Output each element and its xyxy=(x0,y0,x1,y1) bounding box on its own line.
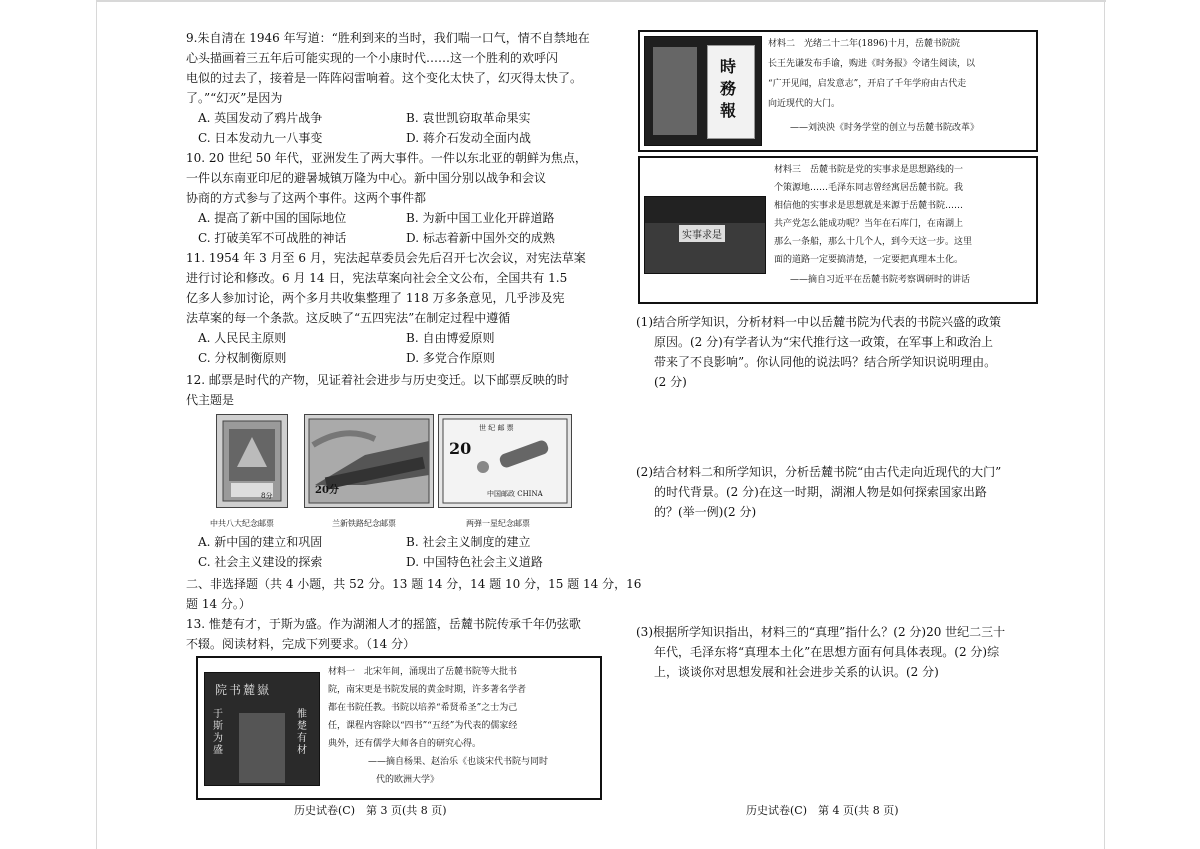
q11-option-b: B. 自由博爱原则 xyxy=(406,331,495,345)
q13-3-line: 上，谈谈你对思想发展和社会进步关系的认识。(2 分) xyxy=(654,665,939,679)
q10-option-d: D. 标志着新中国外交的成熟 xyxy=(406,231,555,245)
q13-1-line: 带来了不良影响”。你认同他的说法吗？结合所学知识说明理由。 xyxy=(654,355,997,369)
q13-2-line: 的？(举一例)(2 分) xyxy=(654,505,757,519)
shishiqiushi-plaque-photo xyxy=(644,196,766,274)
material-1-source: ——摘自杨果、赵治乐《也谈宋代书院与同时 xyxy=(368,757,549,767)
q13-2-line: 的时代背景。(2 分)在这一时期，湖湘人物是如何探索国家出路 xyxy=(654,485,987,499)
gate-doorway xyxy=(239,713,285,783)
material-1-box xyxy=(196,656,602,800)
q10-line: 一件以东南亚印尼的避暑城镇万隆为中心。新中国分别以战争和会议 xyxy=(186,171,547,185)
page-3-footer: 历史试卷(C) 第 3 页(共 8 页) xyxy=(294,804,447,817)
stamp-1-value: 8分 xyxy=(261,492,273,500)
q11-line: 亿多人参加讨论，两个多月共收集整理了 118 万多条意见，几乎涉及宪 xyxy=(186,291,565,305)
material-2-line: “广开见闻，启发意志”，开启了千年学府由古代走 xyxy=(768,79,967,89)
material-1-line: 典外，还有儒学大师各自的研究心得。 xyxy=(328,739,482,749)
material-3-line: 个策源地……毛泽东同志曾经寓居岳麓书院。我 xyxy=(774,183,964,193)
material-2-line: 向近现代的大门。 xyxy=(768,99,841,109)
q13-3-line: (3)根据所学知识指出，材料三的“真理”指什么？(2 分)20 世纪二三十 xyxy=(636,625,1006,639)
q11-line: 11. 1954 年 3 月至 6 月，宪法起草委员会先后召开七次会议，对宪法草案 xyxy=(186,251,586,265)
material-3-source: ——摘自习近平在岳麓书院考察调研时的讲话 xyxy=(790,275,971,285)
q12-line: 代主题是 xyxy=(186,393,235,407)
material-1-line: 材料一 北宋年间，涌现出了岳麓书院等大批书 xyxy=(328,667,518,677)
q12-line: 12. 邮票是时代的产物，见证着社会进步与历史变迁。以下邮票反映的时 xyxy=(186,373,569,387)
roof-eave xyxy=(645,197,765,223)
q10-option-a: A. 提高了新中国的国际地位 xyxy=(198,211,347,225)
stamp-2-value: 20分 xyxy=(315,485,339,496)
q9-line: 了。”“幻灭”是因为 xyxy=(186,91,283,105)
scan-right-edge xyxy=(1104,0,1105,849)
scan-left-edge xyxy=(96,0,97,849)
q10-line: 协商的方式参与了这两个事件。这两个事件都 xyxy=(186,191,427,205)
q9-option-d: D. 蒋介石发动全面内战 xyxy=(406,131,531,145)
material-1-source: 代的欧洲大学》 xyxy=(376,775,440,785)
q9-option-c: C. 日本发动九一八事变 xyxy=(198,131,323,145)
newspaper-title: 時務報 xyxy=(720,57,737,120)
q9-line: 9.朱自清在 1946 年写道：“胜利到来的当时，我们喘一口气，情不自禁地在 xyxy=(186,31,590,45)
q12-option-d: D. 中国特色社会主义道路 xyxy=(406,555,543,569)
stamp-3-value: 20 xyxy=(449,439,472,458)
material-1-line: 院，南宋更是书院发展的黄金时期，许多著名学者 xyxy=(328,685,527,695)
shiwubao-newspaper-photo xyxy=(644,36,762,146)
q12-option-a: A. 新中国的建立和巩固 xyxy=(198,535,323,549)
material-3-line: 相信他的实事求是思想就是来源于岳麓书院…… xyxy=(774,201,964,211)
stamp-3-country: 中国邮政 CHINA xyxy=(487,490,543,498)
q11-line: 进行讨论和修改。6 月 14 日，宪法草案向社会全文公布，全国共有 1.5 xyxy=(186,271,568,285)
material-2-source: ——刘泱泱《时务学堂的创立与岳麓书院改革》 xyxy=(790,123,980,133)
scan-top-edge xyxy=(96,0,1106,2)
material-1-line: 都在书院任教。书院以培养“希贤希圣”之士为己 xyxy=(328,703,518,713)
q13-1-line: (1)结合所学知识，分析材料一中以岳麓书院为代表的书院兴盛的政策 xyxy=(636,315,1002,329)
q11-option-d: D. 多党合作原则 xyxy=(406,351,495,365)
stamp-3-header: 世 纪 邮 票 xyxy=(479,424,514,432)
material-3-line: 面的道路一定要搞清楚，一定要把真理本土化。 xyxy=(774,255,964,265)
yuelu-academy-gate-photo xyxy=(204,672,320,786)
q13-line: 13. 惟楚有才，于斯为盛。作为湖湘人才的摇篮，岳麓书院传承千年仍弦歌 xyxy=(186,617,581,631)
material-2-line: 材料二 光绪二十二年(1896)十月，岳麓书院院 xyxy=(768,39,960,49)
q13-1-line: 原因。(2 分)有学者认为“宋代推行这一政策，在军事上和政治上 xyxy=(654,335,993,349)
q9-line: 心头描画着三五年后可能实现的一个小康时代……这一个胜利的欢呼闪 xyxy=(186,51,559,65)
q9-option-b: B. 袁世凯窃取革命果实 xyxy=(406,111,531,125)
q11-option-c: C. 分权制衡原则 xyxy=(198,351,287,365)
q13-line: 不辍。阅读材料，完成下列要求。（14 分） xyxy=(186,637,416,651)
section-2-heading: 二、非选择题（共 4 小题，共 52 分。13 题 14 分，14 题 10 分，15 题 14 分，16 xyxy=(186,577,642,591)
material-3-line: 那么一条船，那么十几个人，到今天这一步。这里 xyxy=(774,237,973,247)
stamp-caption-1: 中共八大纪念邮票 xyxy=(210,519,274,528)
q13-1-line: (2 分) xyxy=(654,375,687,389)
material-3-line: 材料三 岳麓书院是党的实事求是思想路线的一 xyxy=(774,165,964,175)
stamp-lanxin-railway xyxy=(304,414,434,508)
couplet-right: 惟楚有材 xyxy=(297,709,307,756)
q13-2-line: (2)结合材料二和所学知识，分析岳麓书院“由古代走向近现代的大门” xyxy=(636,465,1002,479)
stamp-cpc-8th-congress-icon xyxy=(217,415,287,507)
q10-line: 10. 20 世纪 50 年代，亚洲发生了两大事件。一件以东北亚的朝鲜为焦点， xyxy=(186,151,587,165)
newspaper-cover xyxy=(707,45,755,139)
q9-option-a: A. 英国发动了鸦片战争 xyxy=(198,111,323,125)
plaque-name: 院书麓嶽 xyxy=(215,683,272,697)
q11-option-a: A. 人民民主原则 xyxy=(198,331,287,345)
q10-option-c: C. 打破美军不可战胜的神话 xyxy=(198,231,347,245)
stamp-cpc-8th-congress xyxy=(216,414,288,508)
page-4-footer: 历史试卷(C) 第 4 页(共 8 页) xyxy=(746,804,899,817)
plaque-text: 实事求是 xyxy=(679,225,725,242)
q12-option-b: B. 社会主义制度的建立 xyxy=(406,535,531,549)
q13-3-line: 年代，毛泽东将“真理本土化”在思想方面有何具体表现。(2 分)综 xyxy=(654,645,1000,659)
material-3-box xyxy=(638,156,1038,304)
q11-line: 法草案的每一个条款。这反映了“五四宪法”在制定过程中遵循 xyxy=(186,311,511,325)
stamp-two-bombs-one-satellite xyxy=(438,414,572,508)
material-2-line: 长王先谦发布手谕，购进《时务报》令诸生阅读，以 xyxy=(768,59,976,69)
material-3-line: 共产党怎么能成功呢？当年在石库门，在南湖上 xyxy=(774,219,964,229)
q9-line: 电似的过去了，接着是一阵阵闷雷响着。这个变化太快了，幻灭得太快了。 xyxy=(186,71,583,85)
material-1-line: 任，课程内容除以“四书”“五经”为代表的儒家经 xyxy=(328,721,518,731)
q10-option-b: B. 为新中国工业化开辟道路 xyxy=(406,211,555,225)
stamp-caption-3: 两弹一星纪念邮票 xyxy=(466,519,530,528)
newspaper-back xyxy=(653,47,697,135)
couplet-left: 于斯为盛 xyxy=(213,709,223,756)
section-2-heading: 题 14 分。） xyxy=(186,597,251,611)
stamp-caption-2: 兰新铁路纪念邮票 xyxy=(332,519,396,528)
q12-option-c: C. 社会主义建设的探索 xyxy=(198,555,323,569)
material-2-box xyxy=(638,30,1038,152)
